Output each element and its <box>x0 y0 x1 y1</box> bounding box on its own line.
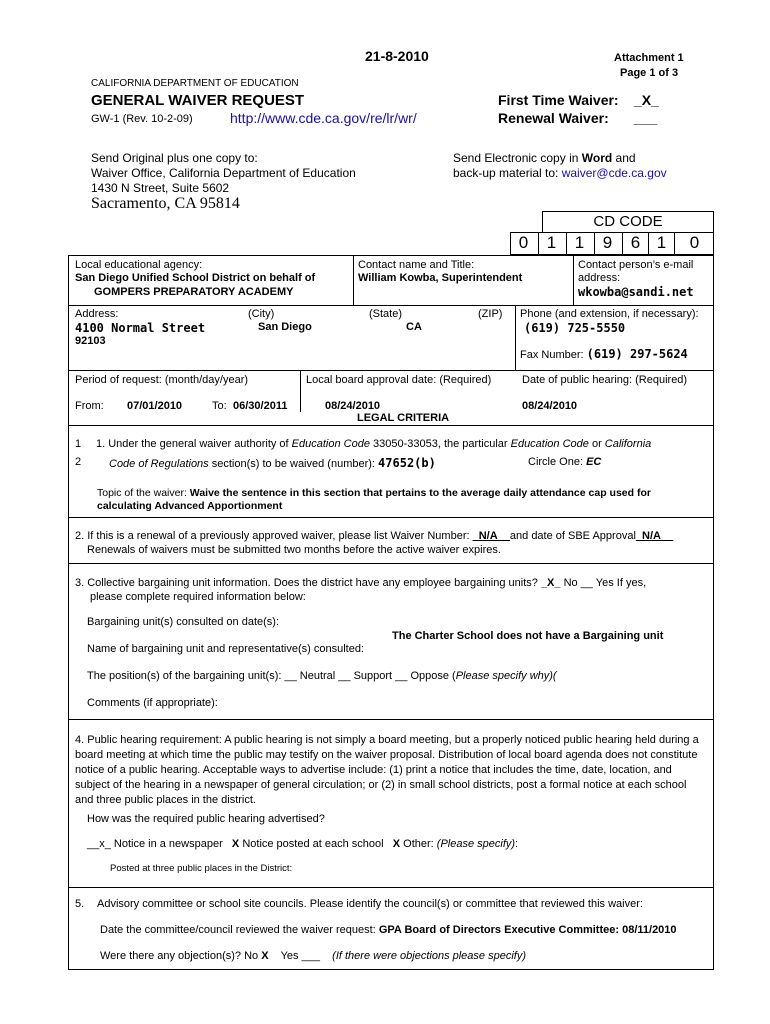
renewal-note: Renewals of waivers must be submitted two months before the active waiver expires. <box>87 544 501 556</box>
street-value: 4100 Normal Street <box>75 321 206 335</box>
cd-code-digit: 0 <box>674 232 714 254</box>
fax-label: Fax Number: <box>520 349 587 361</box>
bargaining-text: 3. Collective bargaining unit information. Does the district have any employee bargaining units? <box>75 577 541 589</box>
legal-code-ref: Education Code <box>510 438 589 450</box>
topic-value: Waive the sentence in this section that pertains to the average daily attendance cap used for <box>189 487 651 499</box>
document-date: 21-8-2010 <box>365 48 429 64</box>
contact-email-label-1: Contact person’s e-mail <box>578 259 694 271</box>
objection-text: Were there any objection(s)? No <box>100 950 262 962</box>
topic-value-line-2: calculating Advanced Apportionment <box>97 500 283 512</box>
legal-line-2 <box>109 456 436 470</box>
legal-line-1 <box>96 438 651 450</box>
renewal-label: Renewal Waiver: <box>498 110 609 126</box>
legal-text: 1. Under the general waiver authority of <box>96 438 292 450</box>
advisory-date-value: GPA Board of Directors Executive Committee: 08/11/2010 <box>378 924 677 936</box>
hearing-other-colon: : <box>515 838 519 850</box>
send-electronic-suffix: and <box>612 151 636 165</box>
cd-code-digit: 9 <box>594 232 620 254</box>
contact-name-value: William Kowba, Superintendent <box>358 272 523 284</box>
legal-code-ref: Code of Regulations <box>109 458 209 470</box>
renewal-text: 2. If this is a renewal of a previously approved waiver, please list Waiver Number: <box>75 530 473 542</box>
state-label: (State) <box>369 308 403 320</box>
objection-yes-text: Yes ___ <box>268 950 333 962</box>
legal-criteria-heading: LEGAL CRITERIA <box>357 412 450 424</box>
hearing-option-newspaper: __x_ Notice in a newspaper <box>87 838 223 850</box>
send-original-line2: Waiver Office, California Department of Education <box>91 166 356 180</box>
bargaining-question <box>75 577 646 589</box>
legal-num-2: 2 <box>75 456 82 468</box>
cd-code-header <box>542 211 714 233</box>
phone-value: (619) 725-5550 <box>524 321 626 335</box>
to-label: To: <box>212 400 227 412</box>
topic-label: Topic of the waiver: <box>97 487 190 499</box>
advisory-date-line <box>100 924 677 936</box>
legal-num-1: 1 <box>75 438 82 450</box>
board-approval-value: 08/24/2010 <box>325 400 381 412</box>
agency-label: Local educational agency: <box>75 259 203 271</box>
legal-text: section(s) to be waived (number): <box>208 458 379 470</box>
renewal-waiver-number: _N/A__ <box>472 530 510 542</box>
bargaining-name-label: Name of bargaining unit and representative(s) consulted: <box>87 643 364 655</box>
phone-label: Phone (and extension, if necessary): <box>520 308 699 320</box>
backup-material-line <box>453 166 667 180</box>
backup-prefix: back-up material to: <box>453 166 562 180</box>
hearing-school-mark: X <box>231 838 240 850</box>
cd-code-digit: 1 <box>648 232 674 254</box>
state-value: CA <box>406 321 422 333</box>
hearing-option-other: Other: <box>400 838 437 850</box>
send-original-line4: Sacramento, CA 95814 <box>91 195 240 212</box>
bargaining-position <box>87 670 557 682</box>
city-label: (City) <box>248 308 275 320</box>
send-electronic-prefix: Send Electronic copy in <box>453 151 582 165</box>
cd-code-digit: 1 <box>566 232 592 254</box>
advisory-date-label: Date the committee/council reviewed the waiver request: <box>100 924 379 936</box>
hearing-option-school: Notice posted at each school <box>239 838 384 850</box>
period-label: Period of request: (month/day/year) <box>75 374 249 386</box>
to-value: 06/30/2011 <box>233 400 288 412</box>
cd-code-digit: 6 <box>622 232 648 254</box>
city-value: San Diego <box>258 321 312 333</box>
hearing-other-mark: X <box>392 838 401 850</box>
bargaining-position-text: The position(s) of the bargaining unit(s): __ Neutral __ Support __ Oppose ( <box>87 670 456 682</box>
bargaining-position-specify: Please specify why)( <box>455 670 557 682</box>
advisory-question: Advisory committee or school site councils. Please identify the council(s) or committee that reviewed this waiver: <box>97 898 643 910</box>
hearing-advertised-question: How was the required public hearing advertised? <box>87 813 325 825</box>
waiver-email-link[interactable]: waiver@cde.ca.gov <box>561 166 667 180</box>
renewal-sbe-date: _N/A__ <box>635 530 674 542</box>
first-time-value: _X_ <box>634 92 659 108</box>
from-label: From: <box>75 400 104 412</box>
contact-email-label-2: address: <box>578 272 621 284</box>
address-label: Address: <box>75 308 119 320</box>
cd-code-digit: 0 <box>510 232 536 254</box>
send-electronic-word: Word <box>581 151 613 165</box>
board-approval-label: Local board approval date: (Required) <box>306 374 492 386</box>
agency-value-line1: San Diego Unified School District on behalf of <box>75 272 316 284</box>
waived-section-value: 47652(b) <box>378 456 436 470</box>
form-revision: GW-1 (Rev. 10-2-09) <box>91 113 193 125</box>
public-hearing-value: 08/24/2010 <box>522 400 578 412</box>
send-original-line1: Send Original plus one copy to: <box>91 151 258 165</box>
waiver-url-link[interactable]: http://www.cde.ca.gov/re/lr/wr/ <box>230 110 417 126</box>
page-indicator: Page 1 of 3 <box>620 67 679 79</box>
circle-one-value: EC <box>586 456 602 468</box>
legal-code-ref: California <box>604 438 652 450</box>
bargaining-text: No __ Yes If yes, <box>560 577 647 589</box>
contact-name-label: Contact name and Title: <box>358 259 475 271</box>
public-hearing-paragraph: 4. Public hearing requirement: A public hearing is not simply a board meeting, but a properly noticed public hearing held during a board meeting at which time the public may testify on the waiver proposal. Distribution of local board agenda does not constitute notice of a public hearing. Acceptable ways to advertise include: (1) print a notice that includes the time, date, location, and subject of the hearing in a newspaper of general circulation; or (2) in small school districts, post a formal notice at each school and three public places in the district. <box>75 734 699 806</box>
cd-code-label: CD CODE <box>593 213 663 230</box>
attachment-label: Attachment 1 <box>614 52 684 64</box>
advisory-objection-line <box>100 950 526 962</box>
bargaining-consulted-label: Bargaining unit(s) consulted on date(s): <box>87 616 279 628</box>
public-hearing-label: Date of public hearing: (Required) <box>522 374 688 386</box>
renewal-text: and date of SBE Approval <box>509 530 636 542</box>
circle-one-label: Circle One: <box>528 456 584 468</box>
objection-note: (If there were objections please specify) <box>332 950 526 962</box>
circle-one-line <box>528 456 601 468</box>
zip-value: 92103 <box>75 335 106 347</box>
objection-no-mark: X <box>261 950 269 962</box>
posted-note: Posted at three public places in the District: <box>110 863 293 874</box>
fax-value: (619) 297-5624 <box>586 347 688 361</box>
hearing-options <box>87 838 518 850</box>
send-original-line3: 1430 N Street, Suite 5602 <box>91 181 230 195</box>
bargaining-no-mark: _X_ <box>540 577 561 589</box>
renewal-question <box>75 530 673 542</box>
bargaining-question-line2: please complete required information below: <box>90 591 306 603</box>
legal-text: 33050-33053, the particular <box>369 438 511 450</box>
fax-line <box>520 347 688 361</box>
form-title: GENERAL WAIVER REQUEST <box>91 92 305 109</box>
zip-label: (ZIP) <box>478 308 503 320</box>
agency-value-line2: GOMPERS PREPARATORY ACADEMY <box>94 286 294 298</box>
send-electronic-line <box>453 151 636 165</box>
advisory-number: 5. <box>75 898 85 910</box>
hearing-other-specify: (Please specify) <box>436 838 516 850</box>
renewal-value: ___ <box>634 110 658 126</box>
department-name: CALIFORNIA DEPARTMENT OF EDUCATION <box>91 78 299 89</box>
contact-email-value: wkowba@sandi.net <box>578 285 694 299</box>
cd-code-digit: 1 <box>538 232 564 254</box>
topic-line-1 <box>97 487 651 499</box>
bargaining-comments-label: Comments (if appropriate): <box>87 697 218 709</box>
first-time-label: First Time Waiver: <box>498 92 619 108</box>
from-value: 07/01/2010 <box>127 400 183 412</box>
charter-school-note: The Charter School does not have a Bargaining unit <box>392 630 664 642</box>
legal-code-ref: Education Code <box>291 438 370 450</box>
legal-text: or <box>588 438 605 450</box>
